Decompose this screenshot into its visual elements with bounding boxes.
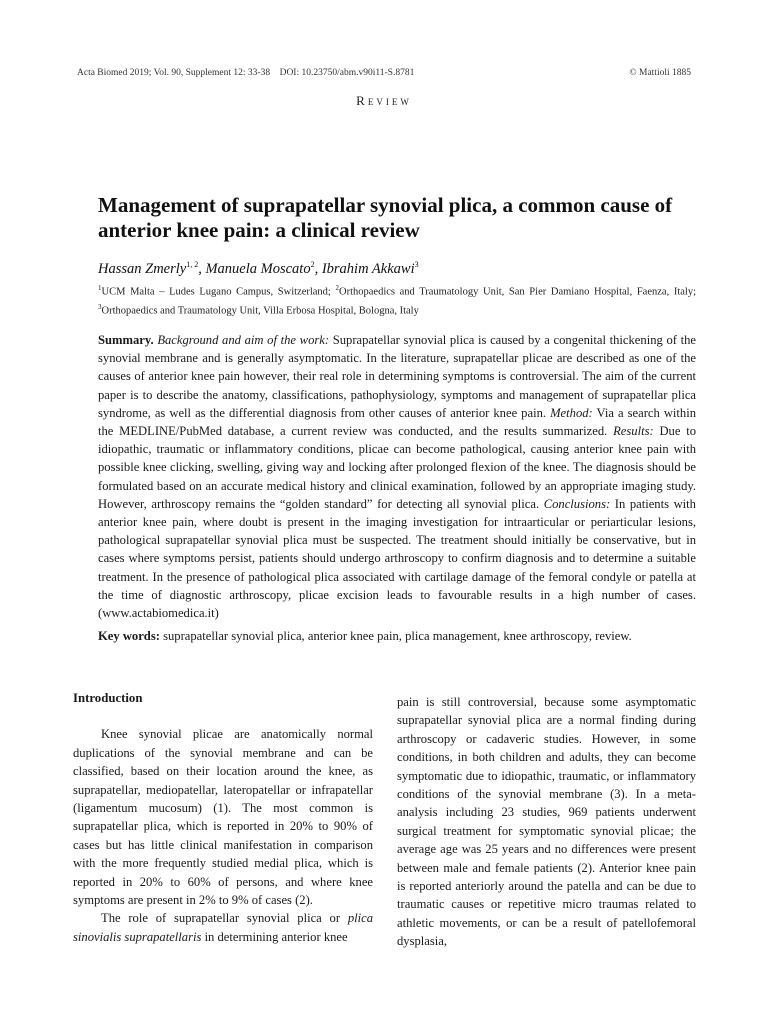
method-label: Method: [550,405,593,420]
affiliations [98,281,696,318]
author-affiliation-mark: 3 [414,260,419,269]
summary-label: Summary. [98,333,154,347]
body-paragraph: pain is still controversial, because some asymptomatic suprapatellar synovial plica are a normal finding during arthroscopy or cadaveric studies. However, in some conditions, in both children and adults, they can become symptomatic due to idiopathic, traumatic, or inflammatory conditions of the synovial membrane (3). In a meta-analysis including 23 studies, 969 patients underwent surgical treatment for symptomatic synovial plicae; the average age was 25 years and no differences were present between male and female patients (2). Anterior knee pain is reported anteriorly around the patella and can be due to traumatic causes or repetitive micro traumas related to athletic movements, or can be a result of patellofemoral dysplasia, [397,695,696,949]
doi: DOI: 10.23750/abm.v90i11-S.8781 [279,68,415,78]
keywords [98,627,696,645]
author-name: Hassan Zmerly [98,260,187,277]
affiliation: UCM Malta – Ludes Lugano Campus, Switzerland; [101,286,331,298]
body-paragraph [73,909,373,946]
background-label: Background and aim of the work: [157,333,330,347]
body-column-right [397,693,696,951]
body-paragraph: Knee synovial plicae are anatomically normal duplications of the synovial membrane and can be classified, based on their location around the knee, as suprapatellar, mediopatellar, lateropatellar or infrapatellar (ligamentum mucosum) (1). The most common is suprapatellar plica, which is reported in 20% to 90% of cases but has little clinical manifestation in comparison with the more frequently studied medial plica, which is reported in 20% to 60% of persons, and where knee symptoms are present in 2% to 9% of cases (2). [73,727,373,908]
affiliation-mark: 3 [98,302,102,311]
author-affiliation-mark: 1, 2 [186,260,199,269]
affiliation: Orthopaedics and Traumatology Unit, San Pier Damiano Hospital, Faenza, Italy; [339,286,696,298]
abstract [98,331,696,622]
results-label: Results: [613,424,654,439]
keywords-label: Key words: [98,629,160,643]
author-name: Ibrahim Akkawi [321,260,415,277]
paragraph-text: in determining anterior knee [204,929,348,944]
conclusions-text: In patients with anterior knee pain, where doubt is present in the imaging investigation for intraarticular or periarticular lesions, pathological suprapatellar synovial plica must be suspected. The treatment should initially be conservative, but in cases where symptoms persist, patients should undergo arthroscopy to confirm diagnosis and to determine a suitable treatment. In the presence of pathological plica associated with cartilage damage of the femoral condyle or patella at the time of diagnostic arthroscopy, plicae excision leads to favourable results in a high number of cases. (www.actabiomedica.it) [98,496,696,621]
latin-term: plica sinovialis suprapatellaris [73,911,374,944]
journal-reference: Acta Biomed 2019; Vol. 90, Supplement 12: 33-38 [77,68,271,78]
journal-citation [77,68,414,78]
method-text: Via a search within the MEDLINE/PubMed database, a current review was conducted, and the results summarized. [98,405,696,439]
affiliation-mark: 1 [98,284,102,292]
copyright: © Mattioli 1885 [629,68,691,78]
affiliation: Orthopaedics and Traumatology Unit, Villa Erbosa Hospital, Bologna, Italy [101,305,419,316]
section-heading: Introduction [73,691,143,705]
paragraph-text: The role of suprapatellar synovial plica or [101,911,341,926]
paper-title: Management of suprapatellar synovial plica, a common cause of anterior knee pain: a clinical review [98,193,673,242]
section-label: Review [356,93,412,108]
keywords-text: suprapatellar synovial plica, anterior knee pain, plica management, knee arthroscopy, review. [163,629,632,643]
results-text: Due to idiopathic, traumatic or inflammatory conditions, plicae can become pathological, causing anterior knee pain with possible knee clicking, swelling, giving way and locking after prolonged flexion of the knee. The diagnosis should be formulated based on an accurate medical history and clinical examination, followed by an appropriate imaging study. However, arthroscopy remains the “golden standard” for detecting all synovial plica. [98,424,696,511]
affiliation-mark: 2 [335,284,339,292]
body-column-left [73,689,373,946]
background-text: Suprapatellar synovial plica is caused by a congenital thickening of the synovial membrane and is generally asymptomatic. In the literature, suprapatellar plicae are described as one of the causes of anterior knee pain however, their real role in determining symptoms is controversial. The aim of the current paper is to describe the anatomy, classifications, pathophysiology, symptoms and management of suprapatellar plica syndrome, as well as the differential diagnosis from other causes of anterior knee pain. [98,333,696,420]
author-affiliation-mark: 2 [310,260,315,269]
author-name: Manuela Moscato [205,260,311,277]
author-list: Hassan Zmerly$^{1, 2}$, Manuela Moscato$^2$, Ibrahim Akkawi$^3$ [98,260,419,277]
conclusions-label: Conclusions: [543,496,611,511]
